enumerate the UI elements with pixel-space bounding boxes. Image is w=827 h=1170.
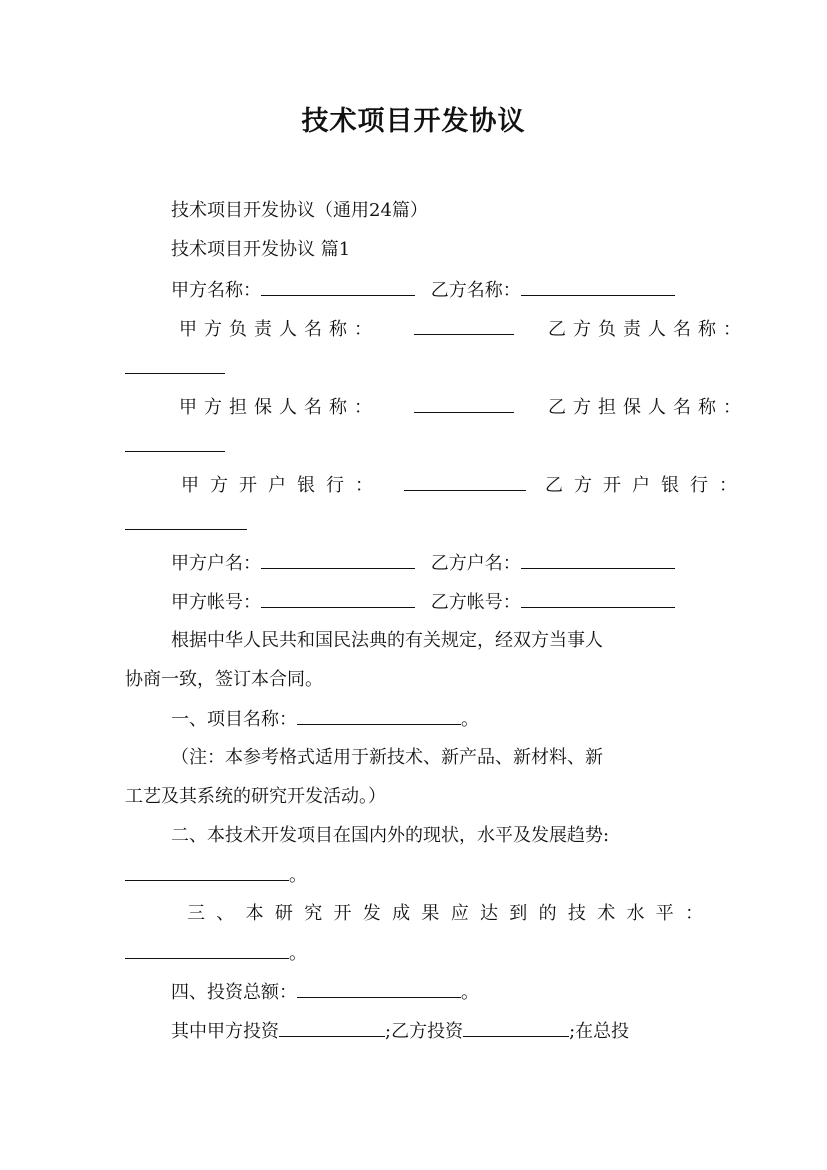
party-a-investment-label: 其中甲方投资 xyxy=(171,1021,279,1042)
account-name-row xyxy=(125,550,749,577)
paragraph-status: 二、本技术开发项目在国内外的现状，水平及发展趋势: xyxy=(171,825,610,846)
party-b-guarantor-blank-row xyxy=(125,433,703,460)
party-b-investment-label: ;乙方投资 xyxy=(385,1021,464,1042)
party-b-investment-blank[interactable] xyxy=(463,1018,569,1037)
status-blank-row xyxy=(125,862,703,889)
party-b-bank-blank[interactable] xyxy=(125,511,247,530)
party-b-account-name-blank[interactable] xyxy=(521,550,675,569)
project-name-period: 。 xyxy=(461,709,479,730)
document-title: 技术项目开发协议 xyxy=(301,106,526,137)
party-b-account-number-blank[interactable] xyxy=(521,589,675,608)
paragraph-part-heading: 技术项目开发协议 篇1 xyxy=(171,239,351,260)
paragraph-note: （注：本参考格式适用于新技术、新产品、新材料、新 xyxy=(171,747,603,768)
paragraph-legal-basis-cont: 协商一致，签订本合同。 xyxy=(125,669,323,690)
tech-level-blank[interactable] xyxy=(125,940,289,959)
investment-split-row xyxy=(125,1018,749,1045)
status-period: 。 xyxy=(289,865,307,886)
party-a-name-blank[interactable] xyxy=(261,277,415,296)
responsible-row xyxy=(125,316,748,343)
party-a-account-number-label: 甲方帐号： xyxy=(171,592,261,613)
party-b-account-name-label: 乙方户名： xyxy=(430,553,521,574)
party-a-account-name-label: 甲方户名： xyxy=(171,553,261,574)
party-b-guarantor-label: 乙方担保人名称： xyxy=(548,397,748,418)
project-name-blank[interactable] xyxy=(297,706,461,725)
party-a-guarantor-label: 甲方担保人名称： xyxy=(179,397,379,418)
investment-total-blank[interactable] xyxy=(297,979,461,998)
party-a-bank-label: 甲方开户银行： xyxy=(181,475,384,496)
party-b-account-number-label: 乙方帐号： xyxy=(430,592,521,613)
party-a-responsible-label: 甲方负责人名称： xyxy=(179,319,379,340)
project-name-row xyxy=(125,706,749,733)
party-a-account-number-blank[interactable] xyxy=(261,589,415,608)
party-a-responsible-blank[interactable] xyxy=(414,316,514,335)
investment-total-label: 四、投资总额： xyxy=(171,982,297,1003)
party-a-investment-blank[interactable] xyxy=(279,1018,385,1037)
paragraph-note-cont: 工艺及其系统的研究开发活动。） xyxy=(125,786,386,807)
account-number-row xyxy=(125,589,749,616)
party-b-responsible-label: 乙方负责人名称： xyxy=(548,319,748,340)
party-b-name-blank[interactable] xyxy=(521,277,675,296)
status-blank[interactable] xyxy=(125,862,289,881)
party-b-responsible-blank[interactable] xyxy=(125,355,225,374)
total-investment-continuation: ;在总投 xyxy=(569,1021,630,1042)
project-name-label: 一、项目名称： xyxy=(171,709,297,730)
tech-level-period: 。 xyxy=(289,943,307,964)
paragraph-legal-basis: 根据中华人民共和国民法典的有关规定，经双方当事人 xyxy=(171,630,603,651)
paragraph-tech-level: 三、本研究开发成果应达到的技术水平： xyxy=(187,903,715,924)
party-a-bank-blank[interactable] xyxy=(404,472,526,491)
tech-level-blank-row xyxy=(125,940,703,967)
party-b-name-label: 乙方名称： xyxy=(430,280,521,301)
party-name-row xyxy=(125,277,749,304)
party-b-responsible-blank-row xyxy=(125,355,703,382)
investment-total-row xyxy=(125,979,749,1006)
party-a-account-name-blank[interactable] xyxy=(261,550,415,569)
investment-total-period: 。 xyxy=(461,982,479,1003)
party-a-name-label: 甲方名称： xyxy=(171,280,261,301)
paragraph-intro: 技术项目开发协议（通用24篇） xyxy=(171,200,428,221)
party-b-bank-label: 乙方开户银行： xyxy=(545,475,748,496)
party-b-bank-blank-row xyxy=(125,511,703,538)
party-a-guarantor-blank[interactable] xyxy=(414,394,514,413)
bank-row xyxy=(125,472,748,499)
guarantor-row xyxy=(125,394,748,421)
party-b-guarantor-blank[interactable] xyxy=(125,433,225,452)
